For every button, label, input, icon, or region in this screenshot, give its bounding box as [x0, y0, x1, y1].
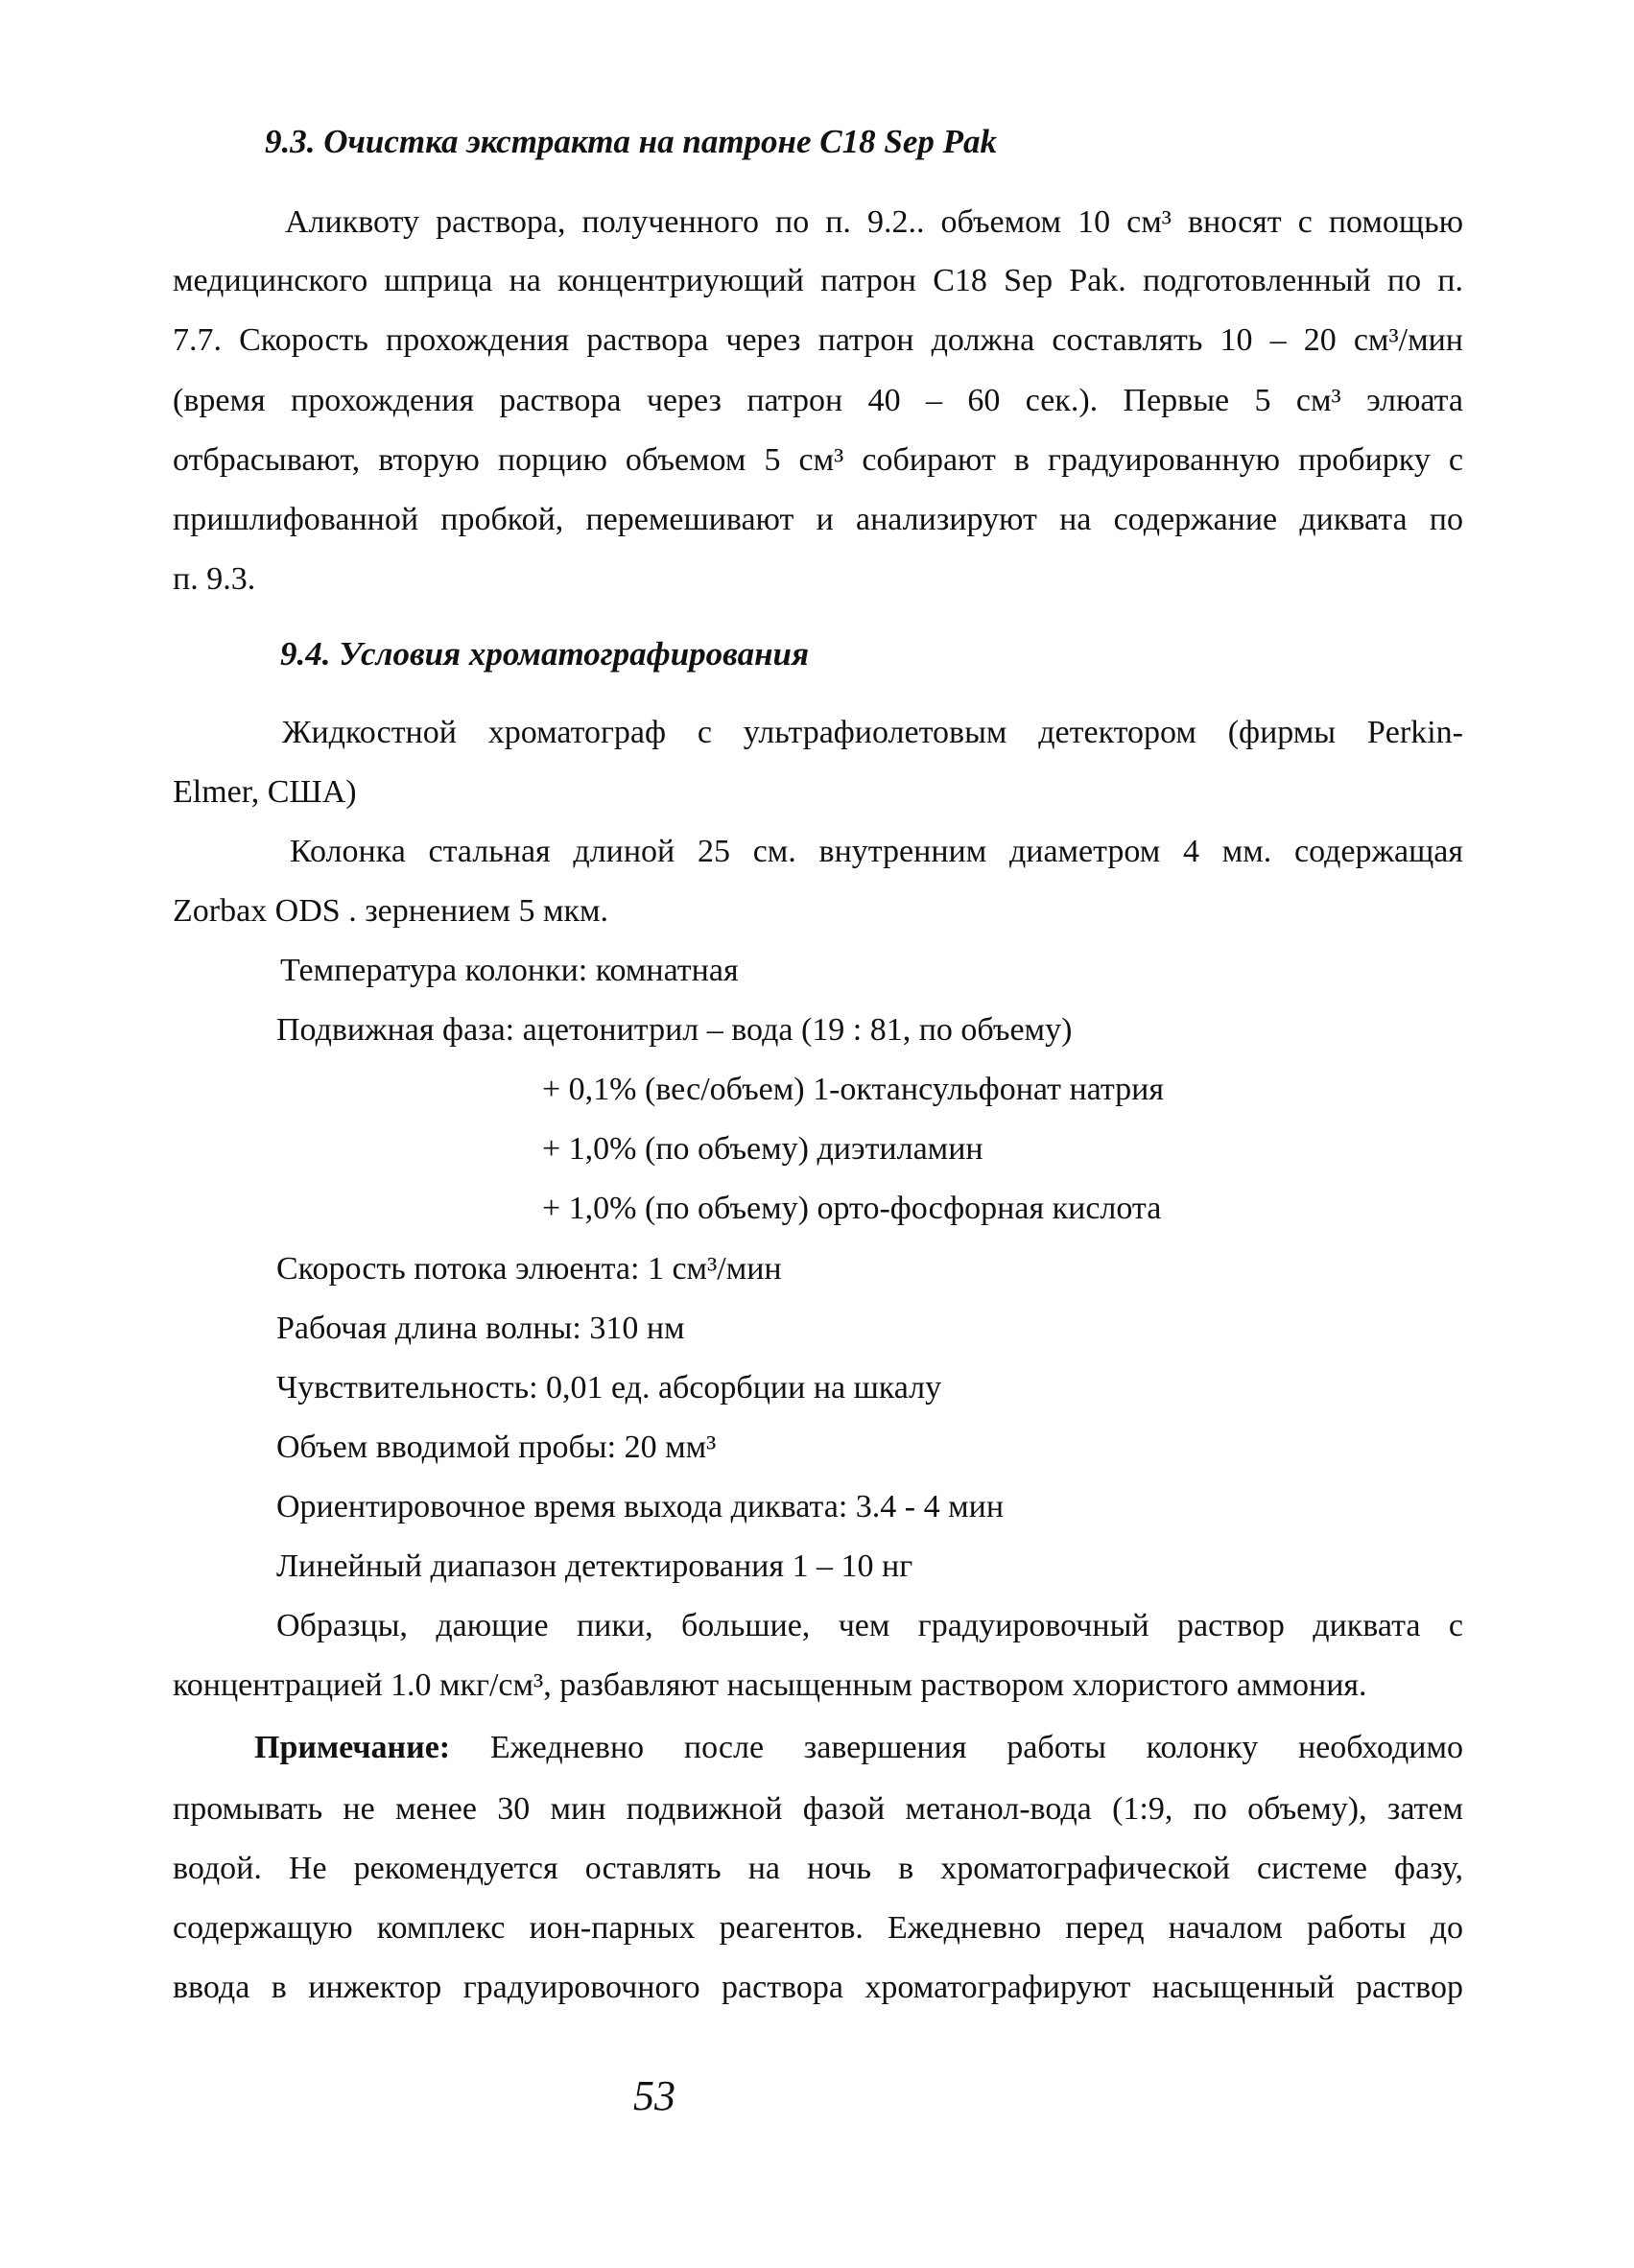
note-first-line: [254, 1729, 1463, 1767]
flow-rate: Скорость потока элюента: 1 см³/мин: [276, 1251, 782, 1287]
section-9-3-heading: 9.3. Очистка экстракта на патроне C18 Sep Pak: [265, 123, 997, 160]
wavelength: Рабочая длина волны: 310 нм: [276, 1311, 685, 1346]
mobile-phase: Подвижная фаза: ацетонитрил – вода (19 : 81, по объему): [276, 1012, 1073, 1048]
note-text: Ежедневно после завершения работы колонку необходимо: [450, 1730, 1463, 1765]
samples-line: Образцы, дающие пики, большие, чем градуировочный раствор диквата с: [276, 1608, 1463, 1643]
column-temperature: Температура колонки: комнатная: [280, 953, 739, 988]
note-line: промывать не менее 30 мин подвижной фазой метанол-вода (1:9, по объему), затем: [173, 1791, 1463, 1827]
column-line: Zorbax ODS . зернением 5 мкм.: [173, 893, 609, 929]
note-line: ввода в инжектор градуировочного раствора хроматографируют насыщенный раствор: [173, 1970, 1463, 2005]
paragraph-line: отбрасывают, вторую порцию объемом 5 см³ собирают в градуированную пробирку с: [173, 442, 1463, 478]
paragraph-line: 7.7. Скорость прохождения раствора через патрон должна составлять 10 – 20 см³/мин: [173, 322, 1463, 358]
note-line: содержащую комплекс ион-парных реагентов. Ежедневно перед началом работы до: [173, 1910, 1463, 1946]
detector-line: Elmer, США): [173, 774, 357, 810]
injection-volume: Объем вводимой пробы: 20 мм³: [276, 1429, 717, 1465]
page-number: 53: [633, 2072, 675, 2119]
retention-time: Ориентировочное время выхода диквата: 3.4 - 4 мин: [276, 1489, 1005, 1524]
column-line: Колонка стальная длиной 25 см. внутренним диаметром 4 мм. содержащая: [290, 834, 1463, 869]
linear-range: Линейный диапазон детектирования 1 – 10 нг: [276, 1548, 913, 1584]
mobile-phase-additive: + 0,1% (вес/объем) 1-октансульфонат натрия: [542, 1072, 1164, 1107]
paragraph-line: медицинского шприца на концентриующий патрон C18 Sep Pak. подготовленный по п.: [173, 263, 1463, 298]
sensitivity: Чувствительность: 0,01 ед. абсорбции на шкалу: [276, 1370, 942, 1406]
paragraph-line: (время прохождения раствора через патрон 40 – 60 сек.). Первые 5 см³ элюата: [173, 383, 1463, 418]
section-9-4-heading: 9.4. Условия хроматографирования: [280, 635, 810, 673]
paragraph-line: пришлифованной пробкой, перемешивают и анализируют на содержание диквата по: [173, 502, 1463, 537]
paragraph-line: п. 9.3.: [173, 561, 256, 597]
note-line: водой. Не рекомендуется оставлять на ночь в хроматографической системе фазу,: [173, 1851, 1463, 1886]
detector-line: Жидкостной хроматограф с ультрафиолетовым детектором (фирмы Perkin-: [282, 715, 1463, 750]
mobile-phase-additive: + 1,0% (по объему) диэтиламин: [542, 1131, 983, 1167]
note-label: Примечание:: [254, 1730, 451, 1765]
samples-line: концентрацией 1.0 мкг/см³, разбавляют насыщенным раствором хлористого аммония.: [173, 1667, 1367, 1703]
mobile-phase-additive: + 1,0% (по объему) орто-фосфорная кислота: [542, 1191, 1162, 1226]
paragraph-line: Аликвоту раствора, полученного по п. 9.2.. объемом 10 см³ вносят с помощью: [285, 204, 1463, 240]
